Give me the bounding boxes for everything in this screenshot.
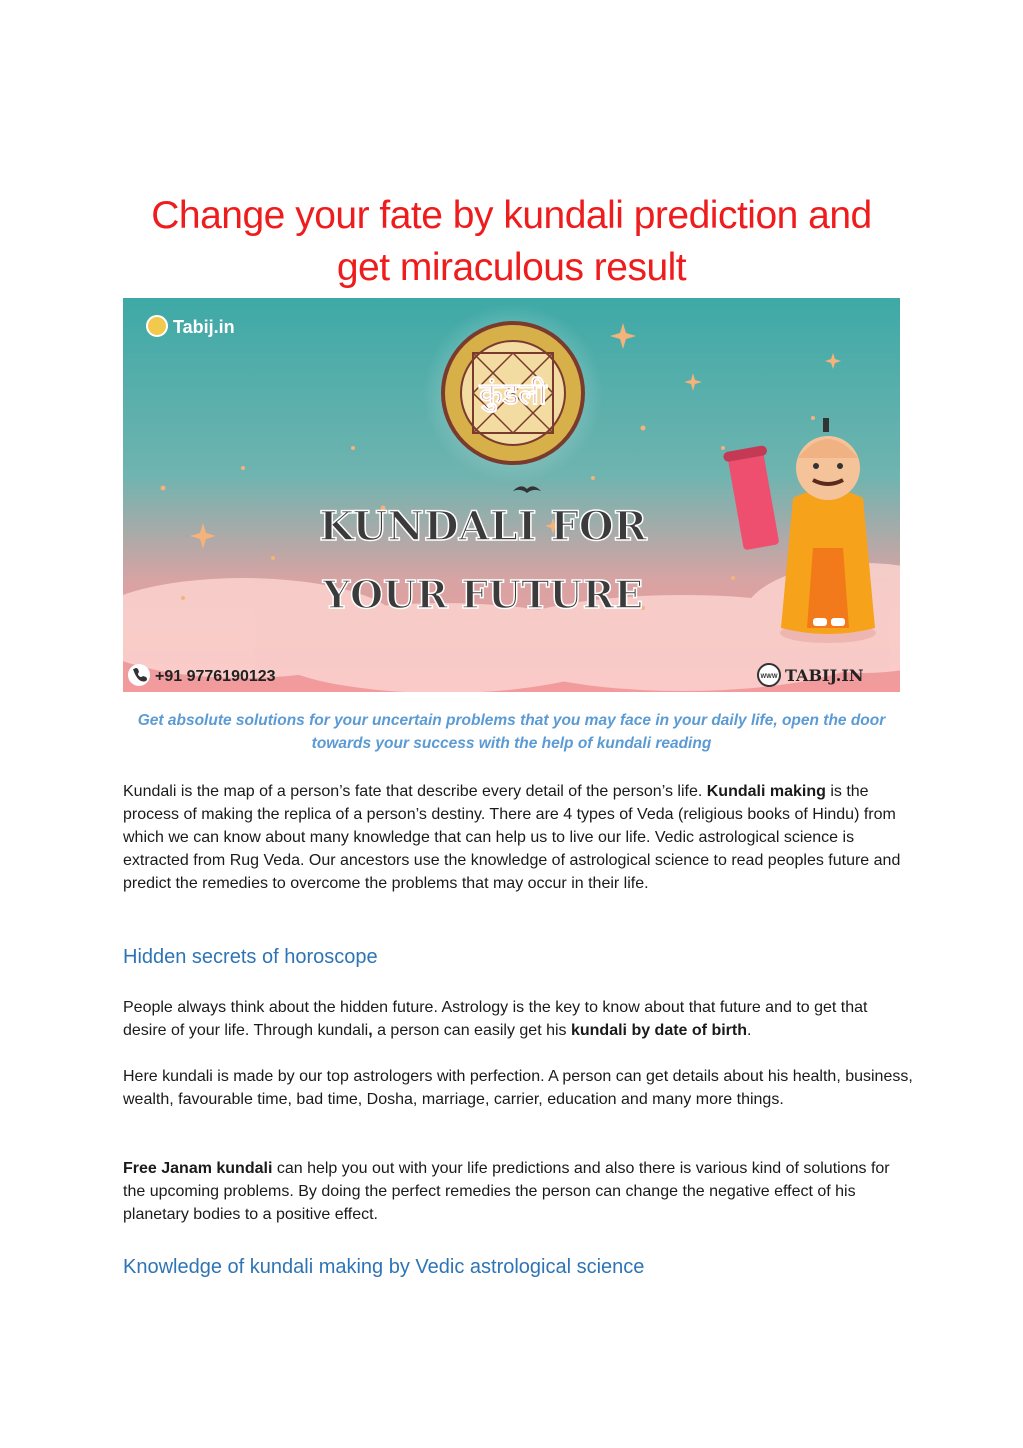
banner-image	[123, 298, 900, 692]
paragraph-free-janam: Free Janam kundali can help you out with your life predictions and also there is various kind of solutions for the upcoming problems. By doing the perfect remedies the person can change the negative effect of his planetary bodies to a positive effect.	[123, 1160, 890, 1223]
brand-logo-top	[147, 316, 235, 337]
website-badge: WWW	[760, 674, 778, 680]
bold-kundali-making: Kundali making	[706, 783, 826, 800]
phone-icon	[128, 664, 150, 686]
emblem-text: कुंडली	[479, 377, 547, 412]
paragraph-intro: Kundali is the map of a person’s fate that describe every detail of the person’s life. Kundali making is the process of making the replica of a person’s destiny. There are 4 types of Veda (religious books of Hindu) from which we can know about many knowledge that can help us to live our life. Vedic astrological science is extracted from Rug Veda. Our ancestors use the knowledge of astrological science to read peoples future and predict the remedies to overcome the problems that may occur in their life.	[123, 783, 901, 892]
website-text: TABIJ.IN	[785, 666, 864, 685]
title-line-1: Change your fate by kundali prediction and	[151, 194, 872, 237]
headline-line-2: YOUR FUTURE	[322, 572, 644, 617]
title-line-2: get miraculous result	[336, 246, 687, 289]
paragraph-astrologers: Here kundali is made by our top astrologers with perfection. A person can get details about his health, business, wealth, favourable time, bad time, Dosha, marriage, carrier, education and many more things.	[123, 1068, 913, 1108]
brand-top-text: Tabij.in	[173, 317, 235, 337]
kundali-emblem	[423, 303, 603, 483]
page-title	[100, 190, 923, 294]
bold-kundali-by-dob: kundali by date of birth	[570, 1022, 747, 1039]
phone-number: +91 9776190123	[155, 668, 276, 685]
section-heading-knowledge: Knowledge of kundali making by Vedic astrological science	[123, 1256, 645, 1278]
website-contact	[758, 664, 863, 686]
sun-icon	[147, 316, 167, 336]
headline-line-1: KUNDALI FOR	[319, 503, 647, 550]
paragraph-hidden-future: People always think about the hidden future. Astrology is the key to know about that future and to get that desire of your life. Through kundali, a person can easily get his kundali by date of birth.	[123, 999, 868, 1039]
image-caption: Get absolute solutions for your uncertain problems that you may face in your daily life, open the door towards your success with the help of kundali reading	[137, 712, 886, 752]
bold-free-janam-kundali: Free Janam kundali	[123, 1160, 273, 1177]
section-heading-hidden-secrets: Hidden secrets of horoscope	[123, 946, 378, 968]
